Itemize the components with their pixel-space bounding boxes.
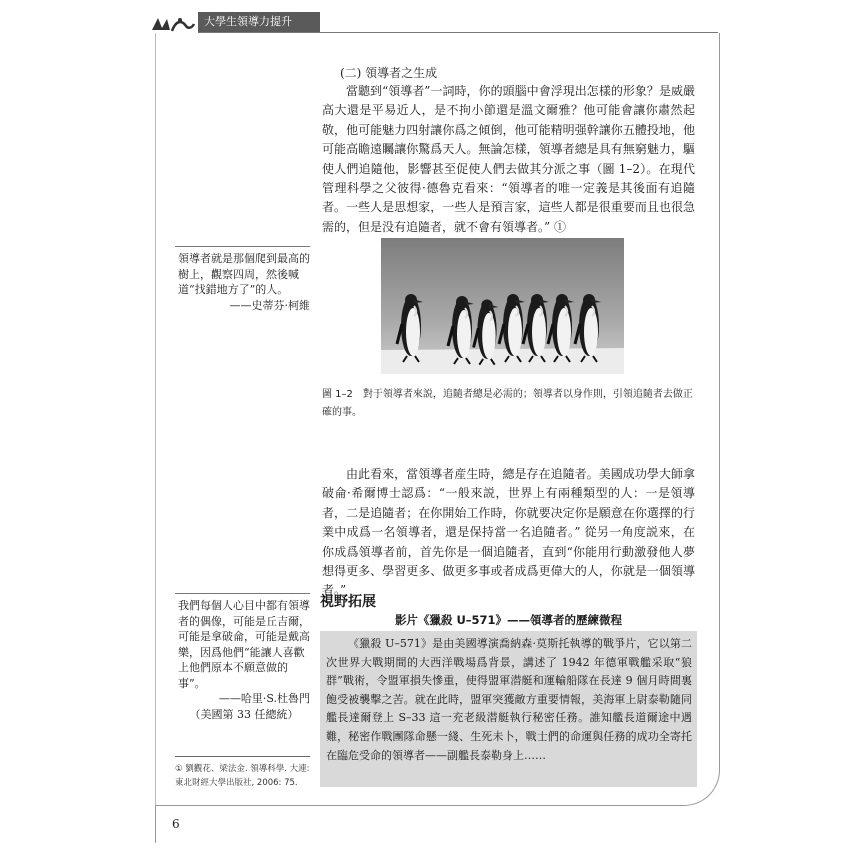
header-logo-icon xyxy=(150,14,196,34)
side-quote-1 xyxy=(178,251,310,313)
vision-heading: 視野拓展 xyxy=(320,594,376,610)
quote2-rule xyxy=(175,593,310,594)
figure-caption: 圖 1–2 對于領導者來説，追隨者總是必需的；領導者以身作則，引領追隨者去做正確的事。 xyxy=(322,389,693,418)
section-heading: (二) 領導者之生成 xyxy=(340,66,438,80)
penguins-figure xyxy=(381,238,624,374)
side-quote-2 xyxy=(178,598,310,722)
quote2-author: ——哈里·S.杜魯門 xyxy=(218,692,310,705)
body-paragraph-1: 當聽到“領導者”一詞時，你的頭腦中會浮現出怎樣的形象？是威嚴高大還是平易近人，是不拘小節還是溫文爾雅？他可能會讓你肅然起敬，他可能魅力四射讓你爲之傾倒，他可能精明强幹讓你五體投地，他可能高瞻遠矚讓你驚爲天人。無論怎樣，領導者總是具有無窮魅力，驅使人們追隨他，影響甚至促使人們去做其分派之事（圖 1–2）。在現代管理科學之父彼得·德魯克看來：“領導者的唯一定義是其後面有追隨者。一些人是思想家，一些人是預言家，這些人都是很重要而且也很急需的，但是没有追隨者，就不會有領導者。” ① xyxy=(322,84,695,234)
vision-box: 《獵殺 U–571》是由美國導演喬納森·莫斯托執導的戰爭片，它以第二次世界大戰期間的大西洋戰場爲背景，講述了 1942 年德軍戰艦采取“狼群”戰術，令盟軍損失慘重，使得盟軍潜艇和運輸船隊在長達 9 個月時間裏飽受被襲擊之苦。就在此時，盟軍突獲敵方重要情報，美海軍上尉泰勒隨同艦長達爾登上 S–33 這一充老級潜艇執行秘密任務。誰知艦長道爾途中遇難，秘密作戰團隊命懸一綫、生死未卜，戰士們的命運與任務的成功全寄托在臨危受命的領導者——副艦長泰勒身上…… xyxy=(320,631,697,787)
vision-subtitle: 影片《獵殺 U–571》——領導者的歷練微程 xyxy=(394,613,623,627)
header-title: 大學生領導力提升 xyxy=(204,15,292,28)
quote2-text: 我們每個人心目中都有領導者的偶像，可能是丘吉爾，可能是拿破侖，可能是戴高樂，因爲他們“能讓人喜歡上他們原本不願意做的事”。 xyxy=(178,599,310,690)
quote1-author: ——史蒂芬·柯維 xyxy=(229,298,310,312)
quote2-note: （美國第 33 任總統） xyxy=(189,707,299,721)
footnote: ① 劉觀花、梁法金. 領導科學. 大連: 東北財經大學出版社, 2006: 75. xyxy=(175,764,310,788)
body-paragraph-2: 由此看來，當領導者産生時，總是存在追隨者。美國成功學大師拿破侖·希爾博士認爲：“一般來説，世界上有兩種類型的人：一是領導者，二是追隨者；在你開始工作時，你就要决定你是願意在你選擇的行業中成爲一名領導者，還是保持當一名追隨者。” 從另一角度説來，在你成爲領導者前，首先你是一個追隨者，直到“你能用行動激發他人夢想得更多、學習更多、做更多事或者成爲更偉大的人，你就是一個領導者。” xyxy=(322,467,695,598)
page-number: 6 xyxy=(172,817,180,831)
quote1-text: 領導者就是那個爬到最高的樹上，觀察四周，然後喊道“找錯地方了”的人。 xyxy=(178,252,310,296)
page-number-rule xyxy=(155,805,156,843)
footnote-rule xyxy=(175,756,310,757)
quote1-rule xyxy=(175,246,310,247)
